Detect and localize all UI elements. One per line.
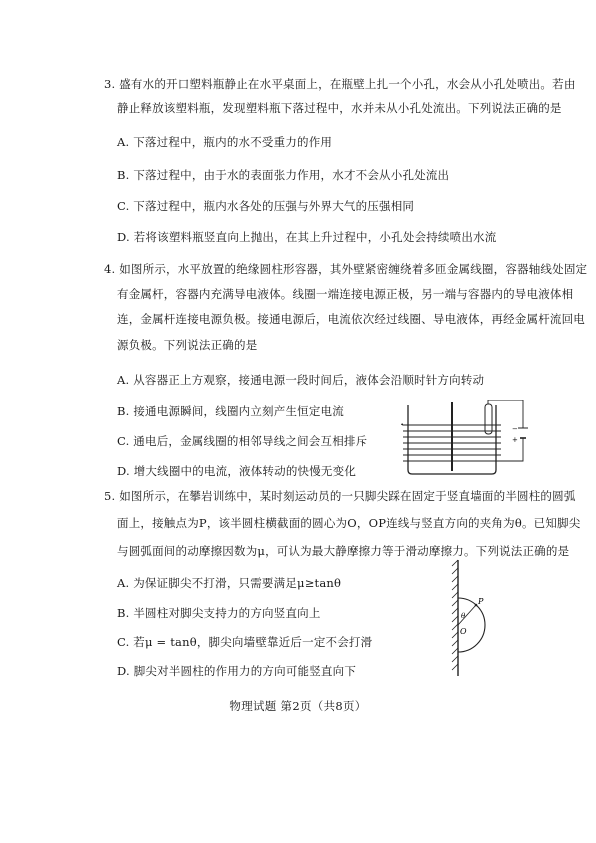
q4-stem-line-3: 连，金属杆连接电源负极。接通电源后，电流依次经过线圈、导电液体，再经金属杆流回电 — [117, 312, 585, 326]
q3-stem-line-2: 静止释放该塑料瓶，发现塑料瓶下落过程中，水并未从小孔处流出。下列说法正确的是 — [117, 101, 562, 115]
q5-option-d: D. 脚尖对半圆柱的作用力的方向可能竖直向下 — [117, 664, 357, 678]
q5-option-c: C. 若μ = tanθ，脚尖向墙壁靠近后一定不会打滑 — [117, 635, 373, 649]
page-footer: 物理试题 第2页（共8页） — [229, 699, 367, 713]
q4-stem-line-2: 有金属杆，容器内充满导电液体。线圈一端连接电源正极，另一端与容器内的导电液体相 — [117, 287, 574, 301]
q4-option-a: A. 从容器正上方观察，接通电源一段时间后，液体会沿顺时针方向转动 — [117, 373, 485, 387]
q4-minus-label: − — [512, 425, 518, 433]
q4-stem-line-4: 源负极。下列说法正确的是 — [117, 338, 258, 352]
q4-plus-label: + — [512, 436, 518, 444]
q4-option-b: B. 接通电源瞬间，线圈内立刻产生恒定电流 — [117, 404, 344, 418]
q5-p-label: P — [478, 597, 484, 606]
q3-option-b: B. 下落过程中，由于水的表面张力作用，水才不会从小孔处流出 — [117, 168, 450, 182]
q5-stem-line-1: 5. 如图所示，在攀岩训练中，某时刻运动员的一只脚尖踩在固定于竖直墙面的半圆柱的圆弧 — [104, 489, 576, 503]
q5-theta-label: θ — [461, 612, 466, 620]
q5-option-a: A. 为保证脚尖不打滑，只需要满足μ≥tanθ — [117, 576, 342, 590]
q4-figure-coil-container — [400, 400, 530, 478]
q4-option-c: C. 通电后，金属线圈的相邻导线之间会互相排斥 — [117, 434, 368, 448]
q4-stem-line-1: 4. 如图所示，水平放置的绝缘圆柱形容器，其外壁紧密缠绕着多匝金属线圈，容器轴线处固定 — [104, 262, 588, 276]
q5-stem-line-3: 与圆弧面间的动摩擦因数为μ，可认为最大静摩擦力等于滑动摩擦力。下列说法正确的是 — [117, 544, 570, 558]
q5-o-label: O — [460, 627, 467, 636]
q3-option-a: A. 下落过程中，瓶内的水不受重力的作用 — [117, 135, 333, 149]
q3-option-d: D. 若将该塑料瓶竖直向上抛出，在其上升过程中，小孔处会持续喷出水流 — [117, 230, 497, 244]
q5-option-b: B. 半圆柱对脚尖支持力的方向竖直向上 — [117, 606, 321, 620]
q5-figure-half-cylinder — [440, 558, 520, 678]
q3-option-c: C. 下落过程中，瓶内水各处的压强与外界大气的压强相同 — [117, 199, 415, 213]
q3-stem-line-1: 3. 盛有水的开口塑料瓶静止在水平桌面上，在瓶壁上扎一个小孔，水会从小孔处喷出。若由 — [104, 77, 576, 91]
q5-stem-line-2: 面上，接触点为P，该半圆柱横截面的圆心为O，OP连线与竖直方向的夹角为θ。已知脚尖 — [117, 516, 581, 530]
q4-option-d: D. 增大线圈中的电流，液体转动的快慢无变化 — [117, 464, 357, 478]
